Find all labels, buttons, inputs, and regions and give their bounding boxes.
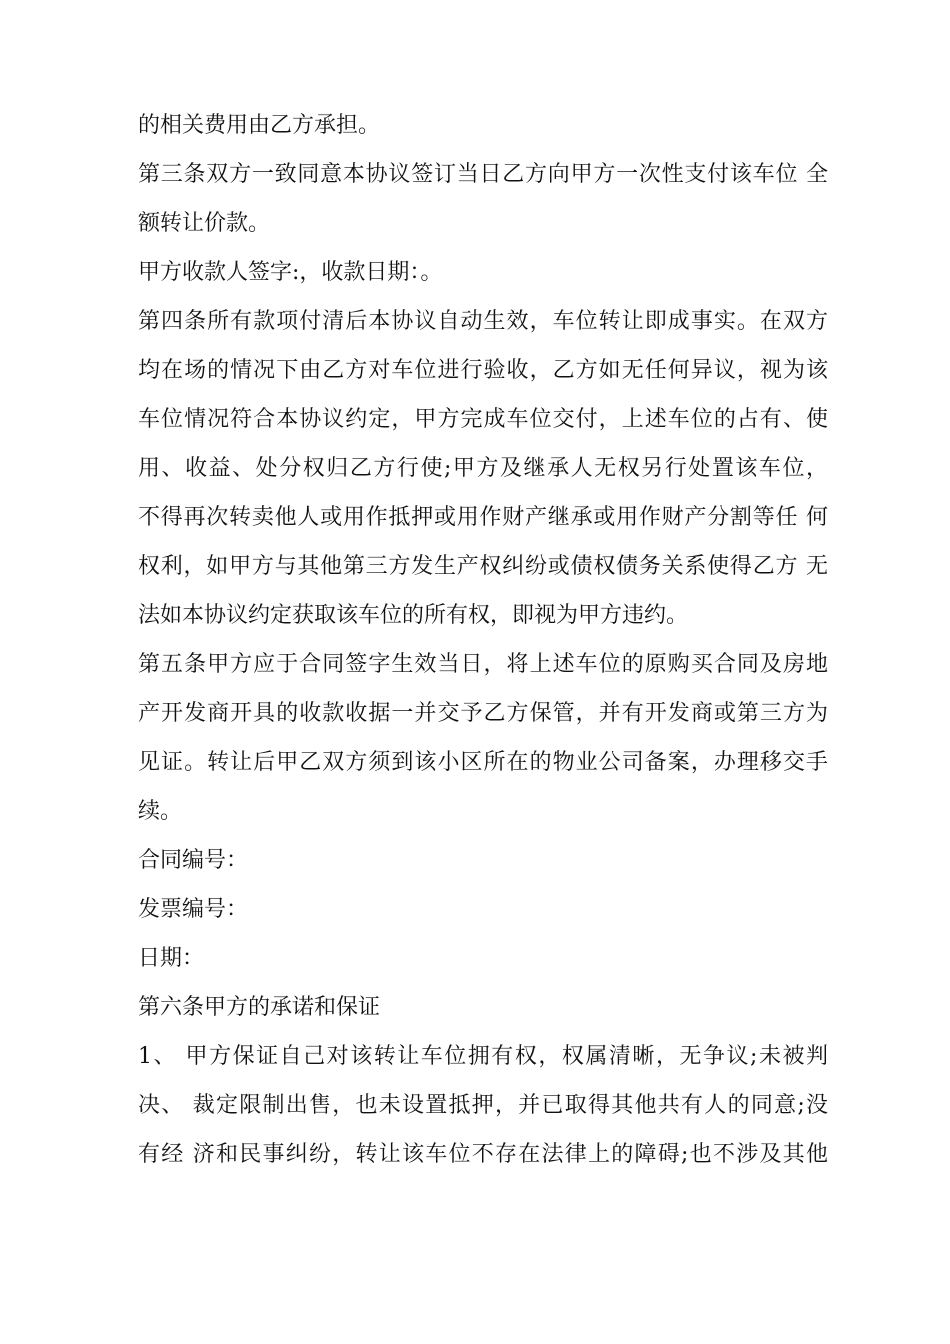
text-line: 续。 bbox=[138, 799, 183, 824]
text-line: 法如本协议约定获取该车位的所有权，即视为甲方违约。 bbox=[138, 603, 689, 628]
date-field: 日期： bbox=[138, 946, 205, 971]
text-line: 第四条所有款项付清后本协议自动生效，车位转让即成事实。在双方 bbox=[138, 309, 828, 334]
text-line: 有经 济和民事纠纷，转让该车位不存在法律上的障碍;也不涉及其他 bbox=[138, 1142, 828, 1167]
section-heading: 第六条甲方的承诺和保证 bbox=[138, 995, 381, 1020]
text-line: 均在场的情况下由乙方对车位进行验收，乙方如无任何异议，视为该 bbox=[138, 358, 828, 383]
text-line: 第三条双方一致同意本协议签订当日乙方向甲方一次性支付该车位 全 bbox=[138, 162, 828, 187]
text-line: 的相关费用由乙方承担。 bbox=[138, 113, 381, 138]
text-line: 见证。转让后甲乙双方须到该小区所在的物业公司备案，办理移交手 bbox=[138, 750, 828, 775]
text-line: 额转让价款。 bbox=[138, 211, 271, 236]
text-line: 车位情况符合本协议约定，甲方完成车位交付，上述车位的占有、使 bbox=[138, 407, 828, 432]
text-line: 产开发商开具的收款收据一并交予乙方保管，并有开发商或第三方为 bbox=[138, 701, 828, 726]
text-line: 第五条甲方应于合同签字生效当日，将上述车位的原购买合同及房地 bbox=[138, 652, 828, 677]
contract-number-field: 合同编号： bbox=[138, 848, 249, 873]
text-line: 决、 裁定限制出售，也未设置抵押，并已取得其他共有人的同意;没 bbox=[138, 1093, 828, 1118]
text-line: 权利，如甲方与其他第三方发生产权纠纷或债权债务关系使得乙方 无 bbox=[138, 554, 828, 579]
invoice-number-field: 发票编号： bbox=[138, 897, 249, 922]
text-line: 1、 甲方保证自己对该转让车位拥有权，权属清晰，无争议;未被判 bbox=[138, 1044, 828, 1069]
text-line: 不得再次转卖他人或用作抵押或用作财产继承或用作财产分割等任 何 bbox=[138, 505, 828, 530]
text-line: 用、收益、处分权归乙方行使;甲方及继承人无权另行处置该车位， bbox=[138, 456, 828, 481]
text-line: 甲方收款人签字:，收款日期：。 bbox=[138, 260, 443, 285]
